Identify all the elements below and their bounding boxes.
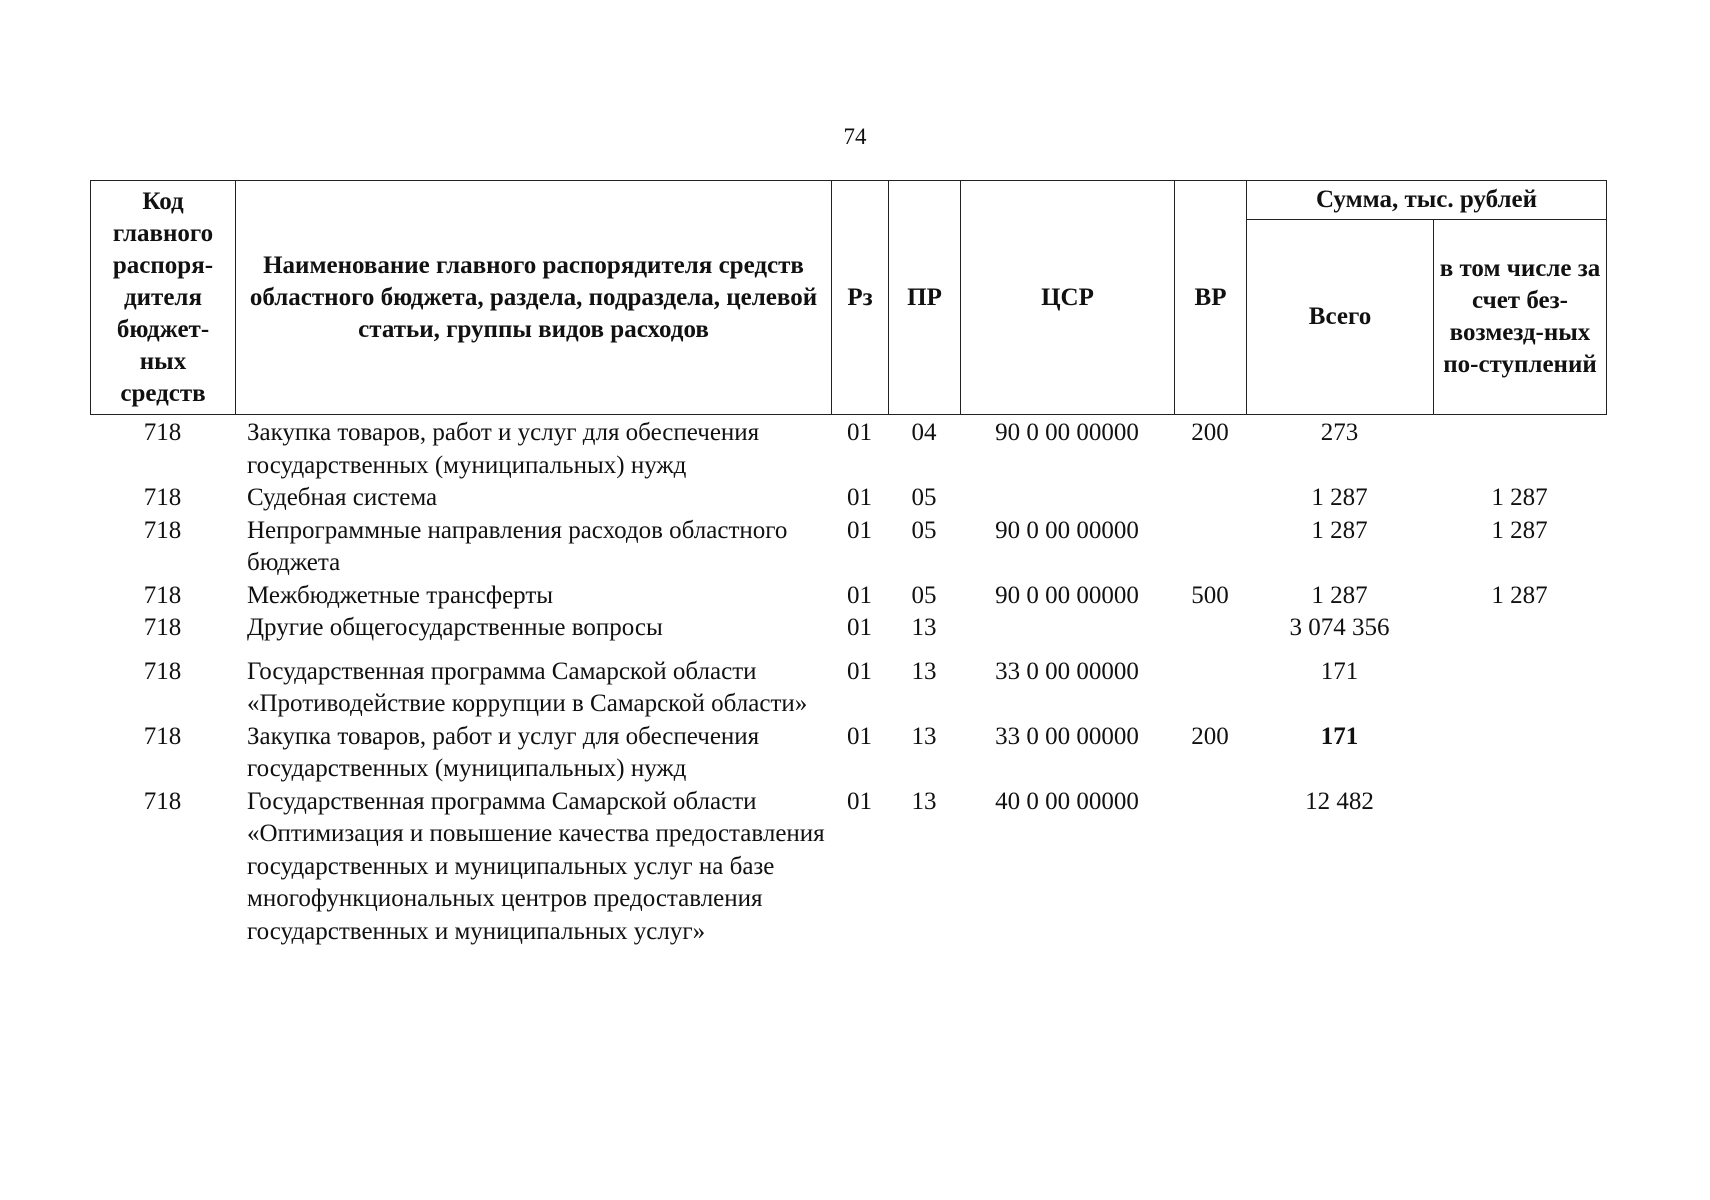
header-rz: Рз [832,181,889,415]
header-sum: Сумма, тыс. рублей [1247,181,1607,220]
cell-pr: 05 [911,516,937,544]
cell-free [1433,721,1606,786]
cell-pr: 13 [911,614,937,641]
cell-rz: 01 [847,484,872,511]
cell-csr: 33 0 00 00000 [995,657,1139,685]
cell-code: 718 [143,419,182,446]
cell-vr [1174,515,1246,580]
cell-total: 171 [1320,657,1359,685]
header-code: Код главного распоря-дителя бюджет-ных средств [91,181,236,415]
cell-pr: 13 [911,657,937,685]
table-row [90,417,1606,482]
cell-vr [1174,786,1246,949]
cell-total: 273 [1320,419,1359,446]
header-vr: ВР [1175,181,1247,415]
header-pr: ПР [889,181,961,415]
cell-name: Межбюджетные трансферты [247,581,554,609]
cell-vr [1174,482,1246,515]
table-body [90,417,1606,948]
cell-code: 718 [143,787,182,815]
table-header [90,180,1607,415]
cell-code: 718 [143,516,182,544]
cell-rz: 01 [847,657,872,685]
cell-csr: 33 0 00 00000 [995,722,1139,750]
cell-total: 12 482 [1305,787,1374,815]
cell-name: Государственная программа Самарской области «Противодействие коррупции в Самарской области» [247,657,808,717]
cell-name: Закупка товаров, работ и услуг для обеспечения государственных (муниципальных) нужд [247,419,760,479]
table-row [90,786,1606,949]
cell-pr: 13 [911,787,937,815]
cell-csr: 90 0 00 00000 [995,516,1139,544]
cell-free [1433,417,1606,482]
cell-vr [1174,612,1246,645]
cell-rz: 01 [847,787,872,815]
table-row [90,612,1606,645]
cell-free: 1 287 [1491,581,1548,609]
cell-rz: 01 [847,614,872,641]
cell-csr: 90 0 00 00000 [995,419,1139,446]
table-row [90,721,1606,786]
cell-total: 3 074 356 [1289,614,1390,641]
cell-free [1433,786,1606,949]
cell-free: 1 287 [1491,516,1548,544]
cell-rz: 01 [847,722,872,750]
cell-code: 718 [143,581,182,609]
header-csr: ЦСР [961,181,1175,415]
cell-csr [960,612,1174,645]
cell-pr: 04 [911,419,937,446]
table-row [90,482,1606,515]
cell-total: 171 [1320,722,1359,750]
cell-csr: 40 0 00 00000 [995,787,1139,815]
cell-rz: 01 [847,419,872,446]
cell-csr: 90 0 00 00000 [995,581,1139,609]
table-row [90,656,1606,721]
cell-vr: 500 [1191,581,1229,609]
cell-free [1433,612,1606,645]
page-number: 74 [843,124,867,149]
cell-rz: 01 [847,581,872,609]
cell-name: Непрограммные направления расходов областного бюджета [247,516,788,576]
cell-code: 718 [143,722,182,750]
cell-name: Государственная программа Самарской области «Оптимизация и повышение качества предоставления государственных и муниципальных услуг на базе многофункциональных центров предоставления государственных и муниципальных услуг» [247,787,825,945]
cell-total: 1 287 [1311,516,1368,544]
row-spacer [90,645,1606,656]
cell-rz: 01 [847,516,872,544]
cell-name: Судебная система [247,484,438,511]
cell-name: Закупка товаров, работ и услуг для обеспечения государственных (муниципальных) нужд [247,722,760,782]
cell-code: 718 [143,484,182,511]
header-total: Всего [1247,220,1434,415]
cell-free: 1 287 [1491,484,1548,511]
cell-total: 1 287 [1311,484,1368,511]
cell-free [1433,656,1606,721]
table-row [90,515,1606,580]
cell-pr: 05 [911,484,937,511]
cell-pr: 05 [911,581,937,609]
cell-total: 1 287 [1311,581,1368,609]
cell-vr: 200 [1191,419,1229,446]
header-free: в том числе за счет без-возмезд-ных по-ступлений [1434,220,1607,415]
cell-code: 718 [143,657,182,685]
header-name: Наименование главного распорядителя средств областного бюджета, раздела, подраздела, целевой статьи, группы видов расходов [236,181,832,415]
cell-code: 718 [143,614,182,641]
table-row [90,580,1606,613]
cell-vr [1174,656,1246,721]
cell-name: Другие общегосударственные вопросы [247,614,663,641]
cell-pr: 13 [911,722,937,750]
cell-vr: 200 [1191,722,1229,750]
cell-csr [960,482,1174,515]
